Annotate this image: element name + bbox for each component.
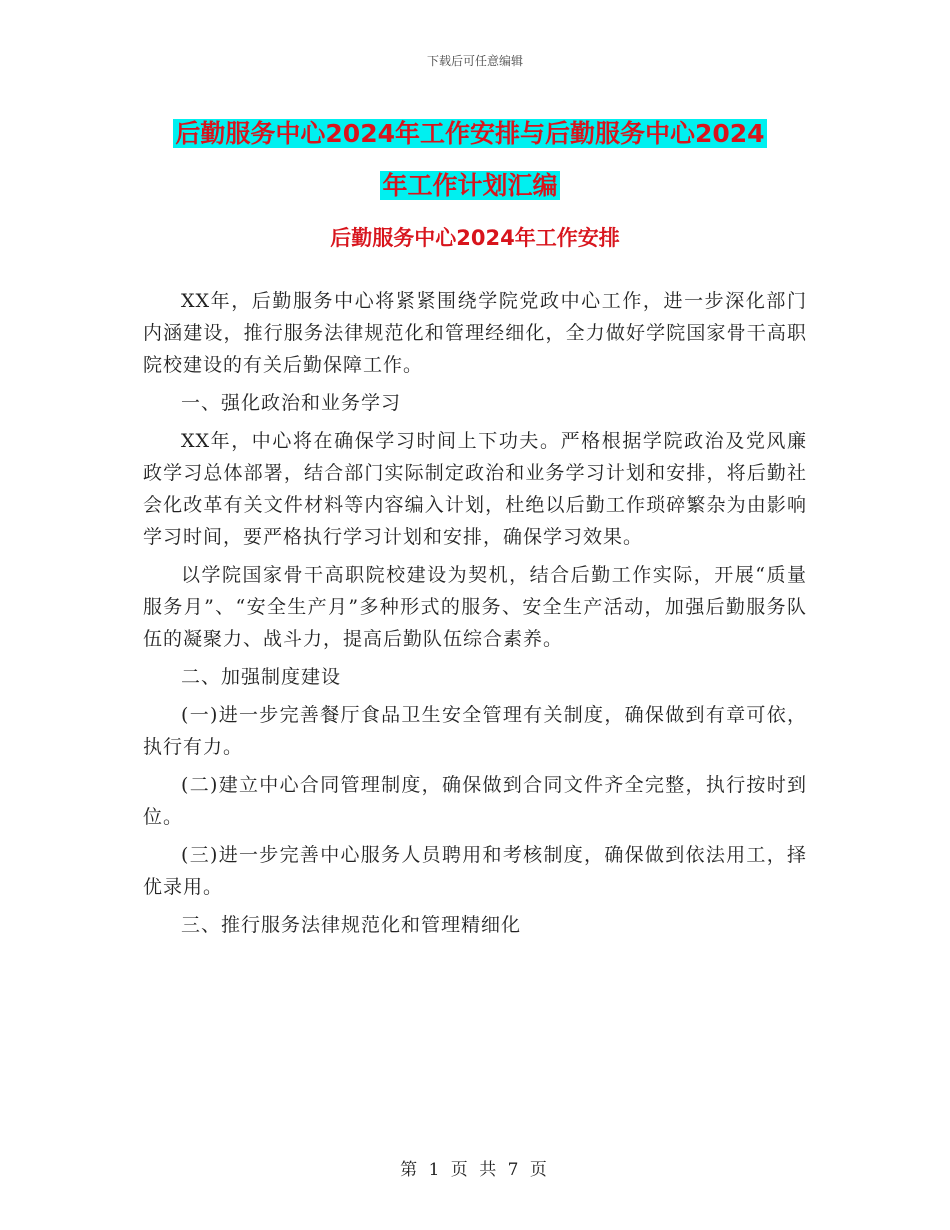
page-footer: 第 1 页 共 7 页 (400, 1160, 550, 1180)
paragraph-heading: 三、推行服务法律规范化和管理精细化 (181, 914, 522, 936)
document-title (140, 108, 800, 212)
paragraph: (一)进一步完善餐厅食品卫生安全管理有关制度，确保做到有章可依，执行有力。 (143, 704, 807, 758)
document-title-line-2: 年工作计划汇编 (382, 171, 558, 200)
page-header: 下载后可任意编辑 (426, 54, 523, 68)
paragraph: (二)建立中心合同管理制度，确保做到合同文件齐全完整，执行按时到位。 (143, 774, 807, 828)
paragraph: (三)进一步完善中心服务人员聘用和考核制度，确保做到依法用工，择优录用。 (143, 844, 807, 898)
section-title: 后勤服务中心2024年工作安排 (330, 226, 620, 250)
document-title-line-1: 后勤服务中心2024年工作安排与后勤服务中心2024 (175, 119, 765, 148)
paragraph-heading: 一、强化政治和业务学习 (181, 392, 402, 414)
document-body (143, 285, 807, 947)
paragraph-heading: 二、加强制度建设 (181, 666, 342, 688)
paragraph: 以学院国家骨干高职院校建设为契机，结合后勤工作实际，开展“质量服务月”、“安全生产月”多种形式的服务、安全生产活动，加强后勤服务队伍的凝聚力、战斗力，提高后勤队伍综合素养。 (143, 564, 807, 650)
paragraph: XX年，后勤服务中心将紧紧围绕学院党政中心工作，进一步深化部门内涵建设，推行服务法律规范化和管理经细化，全力做好学院国家骨干高职院校建设的有关后勤保障工作。 (143, 290, 807, 376)
paragraph: XX年，中心将在确保学习时间上下功夫。严格根据学院政治及党风廉政学习总体部署，结合部门实际制定政治和业务学习计划和安排，将后勤社会化改革有关文件材料等内容编入计划，杜绝以后勤工作琐碎繁杂为由影响学习时间，要严格执行学习计划和安排，确保学习效果。 (143, 430, 807, 548)
